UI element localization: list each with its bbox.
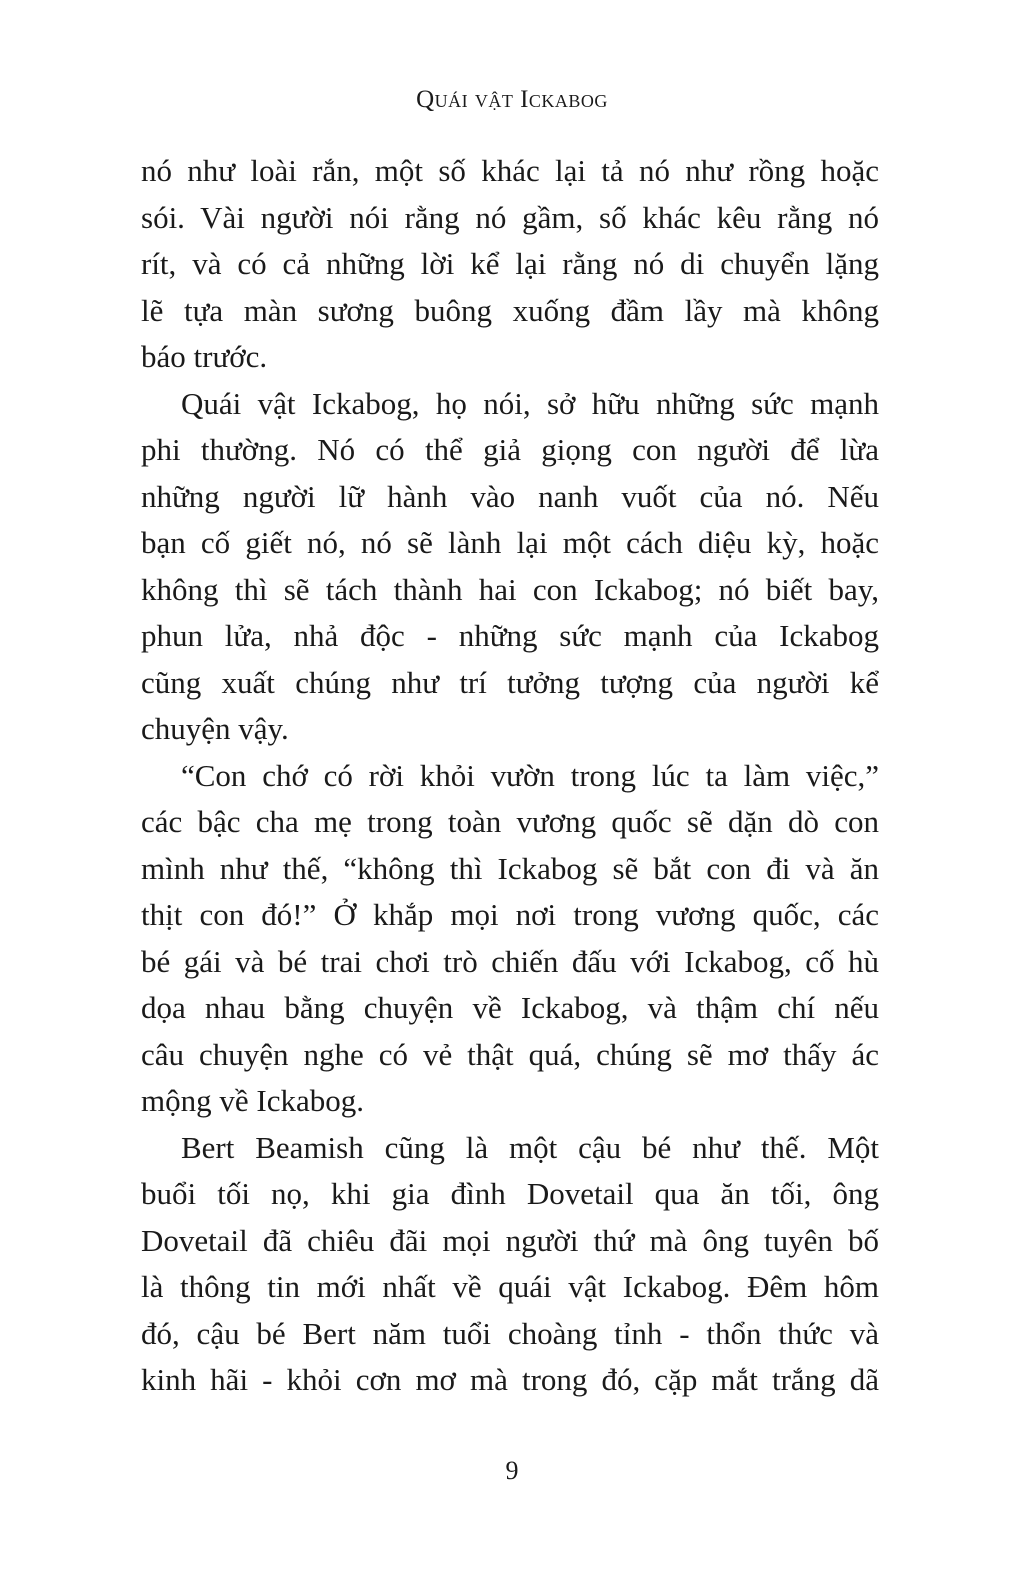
paragraph-4 [141,1125,879,1404]
paragraph-1 [141,148,879,381]
text-line: sói. Vài người nói rằng nó gầm, số khác kêu rằng nó [141,199,879,235]
paragraph-3 [141,753,879,1125]
text-line: phi thường. Nó có thể giả giọng con người để lừa [141,432,879,467]
text-line: báo trước. [141,339,268,374]
text-line: không thì sẽ tách thành hai con Ickabog; nó biết bay, [141,571,879,607]
text-line: chuyện vậy. [141,711,289,746]
text-line: kinh hãi - khỏi cơn mơ mà trong đó, cặp mắt trắng dã [141,1362,879,1397]
text-line: dọa nhau bằng chuyện về Ickabog, và thậm chí nếu [141,990,879,1025]
text-line: mộng về Ickabog. [141,1083,364,1118]
text-line: đó, cậu bé Bert năm tuổi choàng tỉnh - thổn thức và [141,1315,879,1351]
text-line: Quái vật Ickabog, họ nói, sở hữu những sức mạnh [181,385,879,421]
text-line: phun lửa, nhả độc - những sức mạnh của Ickabog [141,618,879,653]
text-line: bạn cố giết nó, nó sẽ lành lại một cách diệu kỳ, hoặc [141,525,879,560]
text-line: những người lữ hành vào nanh vuốt của nó. Nếu [141,478,879,514]
text-line: lẽ tựa màn sương buông xuống đầm lầy mà không [141,292,879,328]
running-head-title: Quái vật Ickabog [416,86,608,113]
text-line: nó như loài rắn, một số khác lại tả nó như rồng hoặc [141,153,879,188]
text-line: mình như thế, “không thì Ickabog sẽ bắt con đi và ăn [141,850,879,886]
text-line: “Con chớ có rời khỏi vườn trong lúc ta làm việc,” [181,757,879,793]
paragraph-2 [141,381,879,753]
text-line: bé gái và bé trai chơi trò chiến đấu với Ickabog, cố hù [141,943,879,979]
text-line: Dovetail đã chiêu đãi mọi người thứ mà ông tuyên bố [141,1222,879,1258]
text-line: là thông tin mới nhất về quái vật Ickabog. Đêm hôm [141,1269,879,1304]
page-number: 9 [505,1456,519,1485]
body-text [141,148,879,1404]
text-line: các bậc cha mẹ trong toàn vương quốc sẽ dặn dò con [141,804,879,839]
text-line: cũng xuất chúng như trí tưởng tượng của người kể [141,664,879,700]
text-line: rít, và có cả những lời kể lại rằng nó di chuyển lặng [141,246,879,281]
text-line: câu chuyện nghe có vẻ thật quá, chúng sẽ mơ thấy ác [141,1036,879,1072]
text-line: thịt con đó!” Ở khắp mọi nơi trong vương quốc, các [141,897,879,932]
text-line: buổi tối nọ, khi gia đình Dovetail qua ăn tối, ông [141,1176,879,1211]
text-line: Bert Beamish cũng là một cậu bé như thế. Một [181,1129,879,1165]
